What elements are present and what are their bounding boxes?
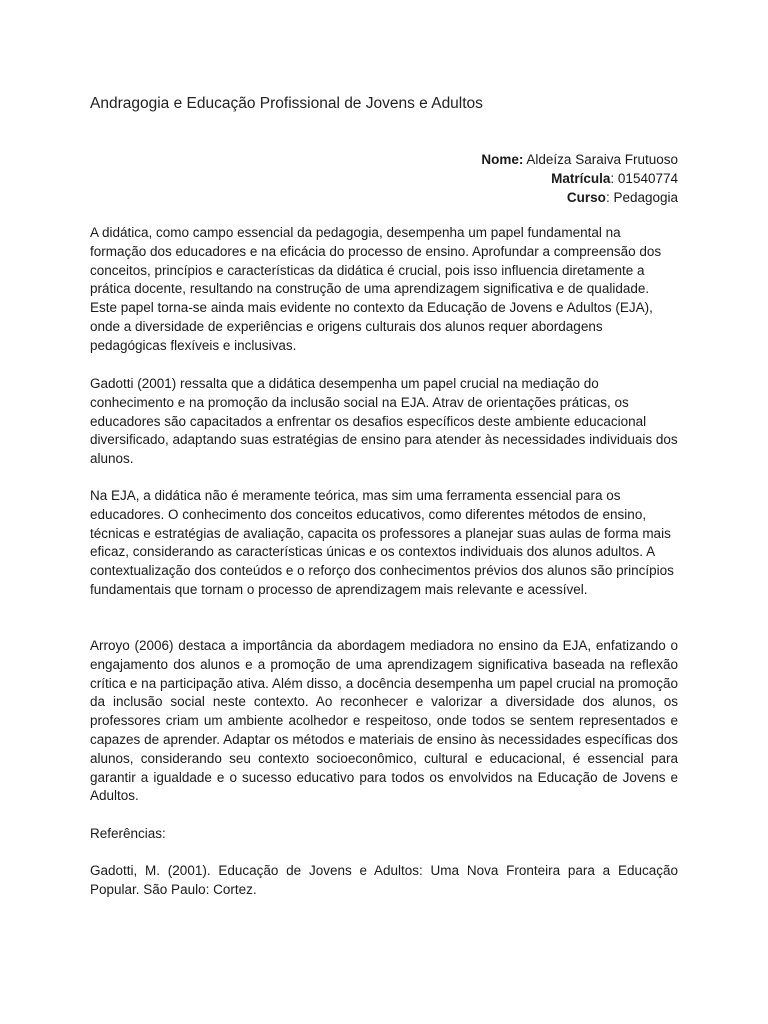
reference-entry: Gadotti, M. (2001). Educação de Jovens e Adultos: Uma Nova Fronteira para a Educação Popular. São Paulo: Cortez. xyxy=(90,863,678,897)
id-label: Matrícula xyxy=(551,171,611,186)
body-paragraph: Na EJA, a didática não é meramente teórica, mas sim uma ferramenta essencial para os educadores. O conhecimento dos conceitos educativos, como diferentes métodos de ensino, técnicas e estratégias de avaliação, capacita os professores a planejar suas aulas de forma mais eficaz, considerando as características únicas e os contextos individuais dos alunos adultos. A contextualização dos conteúdos e o reforço dos conhecimentos prévios dos alunos são princípios fundamentais que tornam o processo de aprendizagem mais relevante e acessível. xyxy=(90,488,674,597)
id-value: : 01540774 xyxy=(610,171,678,186)
name-label: Nome: xyxy=(481,152,524,167)
body-paragraph: Gadotti (2001) ressalta que a didática desempenha um papel crucial na mediação do conhecimento e na promoção da inclusão social na EJA. Atrav de orientações práticas, os educadores são capacitados a enfrentar os desafios específicos deste ambiente educacional diversificado, adaptando suas estratégias de ensino para atender às necessidades individuais dos alunos. xyxy=(90,376,678,467)
body-paragraph: A didática, como campo essencial da pedagogia, desempenha um papel fundamental na formação dos educadores e na eficácia do processo de ensino. Aprofundar a compreensão dos conceitos, princípios e características da didática é crucial, pois isso influencia diretamente a prática docente, resultando na construção de uma aprendizagem significativa e de qualidade. Este papel torna-se ainda mais evidente no contexto da Educação de Jovens e Adultos (EJA), onde a diversidade de experiências e origens culturais dos alunos requer abordagens pedagógicas flexíveis e inclusivas. xyxy=(90,225,662,353)
author-id-line xyxy=(481,169,678,188)
references-heading: Referências: xyxy=(90,826,166,841)
author-course-line xyxy=(481,188,678,207)
course-label: Curso xyxy=(566,190,606,205)
document-title: Andragogia e Educação Profissional de Jovens e Adultos xyxy=(90,95,483,112)
course-value: : Pedagogia xyxy=(605,190,678,205)
author-info xyxy=(481,150,678,207)
body-paragraph: Arroyo (2006) destaca a importância da abordagem mediadora no ensino da EJA, enfatizando o engajamento dos alunos e a promoção de uma aprendizagem significativa baseada na reflexão crítica e na participação ativa. Além disso, a docência desempenha um papel crucial na promoção da inclusão social neste contexto. Ao reconhecer e valorizar a diversidade dos alunos, os professores criam um ambiente acolhedor e respeitoso, onde todos se sentem representados e capazes de aprender. Adaptar os métodos e materiais de ensino às necessidades específicas dos alunos, considerando seu contexto socioeconômico, cultural e educacional, é essencial para garantir a igualdade e o sucesso educativo para todos os envolvidos na Educação de Jovens e Adultos. xyxy=(90,638,678,804)
author-name-line xyxy=(481,150,678,169)
name-value: Aldeíza Saraiva Frutuoso xyxy=(523,152,678,167)
